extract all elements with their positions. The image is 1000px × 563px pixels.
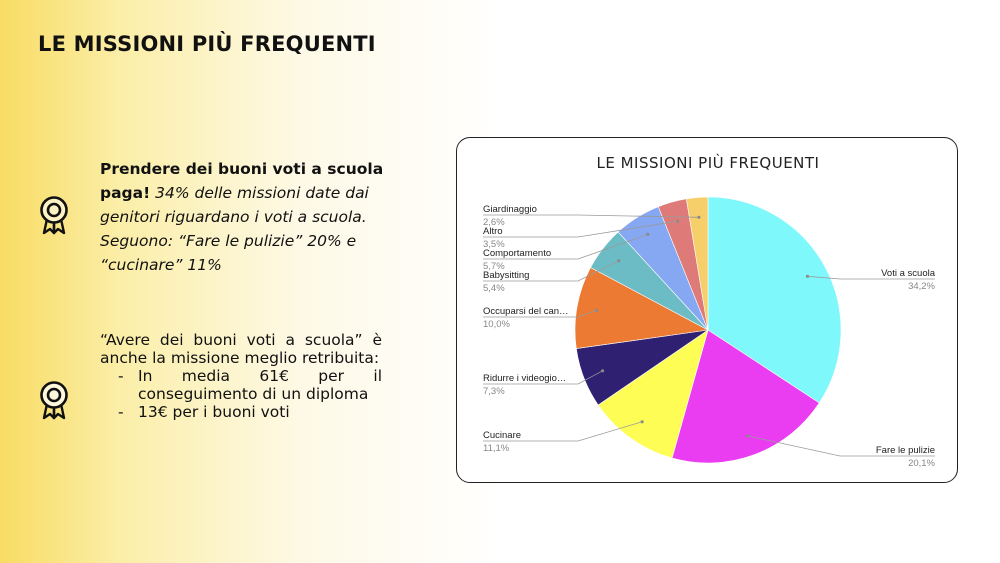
slice-label: Fare le pulizie <box>875 445 935 456</box>
bullet-marker: - <box>118 403 124 421</box>
bullet-text: 13€ per i buoni voti <box>138 403 290 421</box>
slice-value-label: 34,2% <box>908 281 935 292</box>
slice-label: Comportamento <box>483 248 552 259</box>
chart-title: LE MISSIONI PIÙ FREQUENTI <box>596 154 820 172</box>
slice-label: Ridurre i videogio… <box>483 373 567 384</box>
slice-label: Voti a scuola <box>881 268 935 279</box>
bullet-marker: - <box>118 367 124 385</box>
highlight-bold-text: Prendere dei buoni voti a scuola paga! <box>100 160 384 202</box>
reward-bullet-list <box>100 367 382 421</box>
slice-value-label: 10,0% <box>483 319 510 330</box>
slice-value-label: 3,5% <box>483 239 505 250</box>
slide-title: LE MISSIONI PIÙ FREQUENTI <box>38 32 376 56</box>
slice-value-label: 11,1% <box>483 443 510 454</box>
slice-value-label: 5,4% <box>483 283 505 294</box>
award-ribbon-icon <box>38 195 70 235</box>
list-item <box>100 367 382 403</box>
slice-label: Babysitting <box>483 270 530 281</box>
slice-label: Altro <box>483 226 503 237</box>
slice-value-label: 7,3% <box>483 386 505 397</box>
list-item <box>100 403 382 421</box>
reward-intro-text: “Avere dei buoni voti a scuola” è anche la missione meglio retribuita: <box>100 331 382 367</box>
bullet-text: In media 61€ per il conseguimento di un diploma <box>138 367 382 403</box>
slice-value-label: 5,7% <box>483 261 505 272</box>
slice-label: Cucinare <box>483 430 522 441</box>
award-ribbon-icon <box>38 380 70 420</box>
highlight-paragraph <box>100 157 390 277</box>
pie-chart <box>457 138 959 484</box>
reward-paragraph <box>100 331 382 421</box>
highlight-italic-text: 34% delle missioni date dai genitori riguardano i voti a scuola. Seguono: “Fare le pulizie” 20% e “cucinare” 11% <box>100 184 369 274</box>
slice-label: Giardinaggio <box>483 204 537 215</box>
pie-chart-card <box>456 137 958 483</box>
slice-value-label: 2,6% <box>483 217 505 228</box>
slice-value-label: 20,1% <box>908 458 935 469</box>
slice-label: Occuparsi del can… <box>483 306 569 317</box>
